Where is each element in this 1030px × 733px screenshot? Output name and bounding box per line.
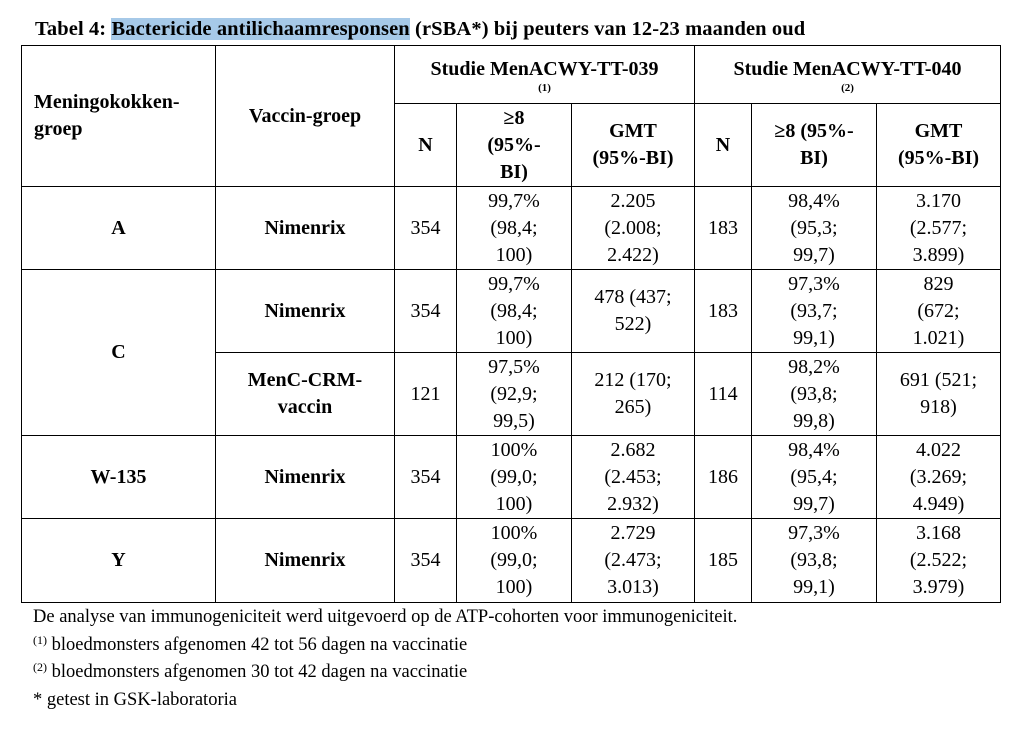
pct2-cell: 97,3% (93,8; 99,1) [752, 519, 877, 603]
pct2-cell: 98,2% (93,8; 99,8) [752, 353, 877, 436]
footnote-1-mark: (1) [33, 632, 47, 647]
table-notes [33, 604, 737, 714]
pct2-cell: 97,3% (93,7; 99,1) [752, 270, 877, 353]
gmt2-cell: 4.022 (3.269; 4.949) [877, 436, 1001, 519]
table-row [22, 519, 1001, 603]
table-row [22, 187, 1001, 270]
n2-cell: 185 [695, 519, 752, 603]
n2-cell: 114 [695, 353, 752, 436]
pct1-cell: 100% (99,0; 100) [457, 519, 572, 603]
gmt2-cell: 3.168 (2.522; 3.979) [877, 519, 1001, 603]
footnote-3: * getest in GSK-laboratoria [33, 689, 237, 710]
vaccine-cell: Nimenrix [216, 436, 395, 519]
footnote-2-mark: (2) [33, 660, 47, 674]
header-pct-2: ≥8 (95%-BI) [752, 104, 877, 187]
pct1-cell: 97,5% (92,9; 99,5) [457, 353, 572, 436]
study-1-name: Studie MenACWY-TT-039 [430, 57, 659, 80]
header-n-2: N [695, 104, 752, 187]
study-1-ref: (1) [538, 81, 551, 94]
n2-cell: 183 [695, 270, 752, 353]
table-row [22, 270, 1001, 353]
vaccine-cell: Nimenrix [216, 187, 395, 270]
header-vaccine: Vaccin-groep [216, 46, 395, 187]
table-title [35, 18, 805, 41]
analysis-note: De analyse van immunogeniciteit werd uitgevoerd op de ATP-cohorten voor immunogeniciteit. [33, 607, 738, 627]
n1-cell: 354 [395, 270, 457, 353]
gmt1-cell: 2.729 (2.473; 3.013) [572, 519, 695, 603]
group-cell: C [22, 270, 216, 436]
group-cell: A [22, 187, 216, 270]
n1-cell: 354 [395, 519, 457, 603]
header-gmt-2: GMT (95%-BI) [877, 104, 1001, 187]
header-pct-1: ≥8 (95%-BI) [457, 104, 572, 187]
study-2-ref: (2) [841, 81, 854, 94]
header-n-1: N [395, 104, 457, 187]
n1-cell: 354 [395, 187, 457, 270]
results-table [21, 45, 1001, 603]
gmt2-cell: 829 (672; 1.021) [877, 270, 1001, 353]
vaccine-cell: Nimenrix [216, 270, 395, 353]
n1-cell: 354 [395, 436, 457, 519]
n1-cell: 121 [395, 353, 457, 436]
footnote-1-text: bloedmonsters afgenomen 42 tot 56 dagen na vaccinatie [47, 634, 468, 655]
gmt1-cell: 212 (170; 265) [572, 353, 695, 436]
pct1-cell: 99,7% (98,4; 100) [457, 270, 572, 353]
n2-cell: 186 [695, 436, 752, 519]
table-row [22, 436, 1001, 519]
header-row-1 [22, 46, 1001, 104]
gmt2-cell: 3.170 (2.577; 3.899) [877, 187, 1001, 270]
vaccine-cell: Nimenrix [216, 519, 395, 603]
study-2-name: Studie MenACWY-TT-040 [733, 57, 962, 80]
n2-cell: 183 [695, 187, 752, 270]
gmt2-cell: 691 (521; 918) [877, 353, 1001, 436]
header-study-1 [395, 46, 695, 104]
gmt1-cell: 2.682 (2.453; 2.932) [572, 436, 695, 519]
gmt1-cell: 478 (437; 522) [572, 270, 695, 353]
pct2-cell: 98,4% (95,3; 99,7) [752, 187, 877, 270]
pct2-cell: 98,4% (95,4; 99,7) [752, 436, 877, 519]
pct1-cell: 100% (99,0; 100) [457, 436, 572, 519]
title-prefix: Tabel 4: [35, 18, 112, 40]
header-group: Meningokokken-groep [22, 46, 216, 187]
footnote-2-text: bloedmonsters afgenomen 30 tot 42 dagen na vaccinatie [47, 662, 468, 682]
group-cell: Y [22, 519, 216, 603]
title-suffix: (rSBA*) bij peuters van 12-23 maanden oud [409, 18, 806, 40]
header-study-2 [695, 46, 1001, 104]
vaccine-cell: MenC-CRM-vaccin [216, 353, 395, 436]
pct1-cell: 99,7% (98,4; 100) [457, 187, 572, 270]
title-highlight[interactable]: Bactericide antilichaamresponsen [111, 18, 410, 40]
footnote-2 [33, 659, 737, 687]
footnote-1 [33, 632, 737, 660]
gmt1-cell: 2.205 (2.008; 2.422) [572, 187, 695, 270]
header-gmt-1: GMT (95%-BI) [572, 104, 695, 187]
group-cell: W-135 [22, 436, 216, 519]
